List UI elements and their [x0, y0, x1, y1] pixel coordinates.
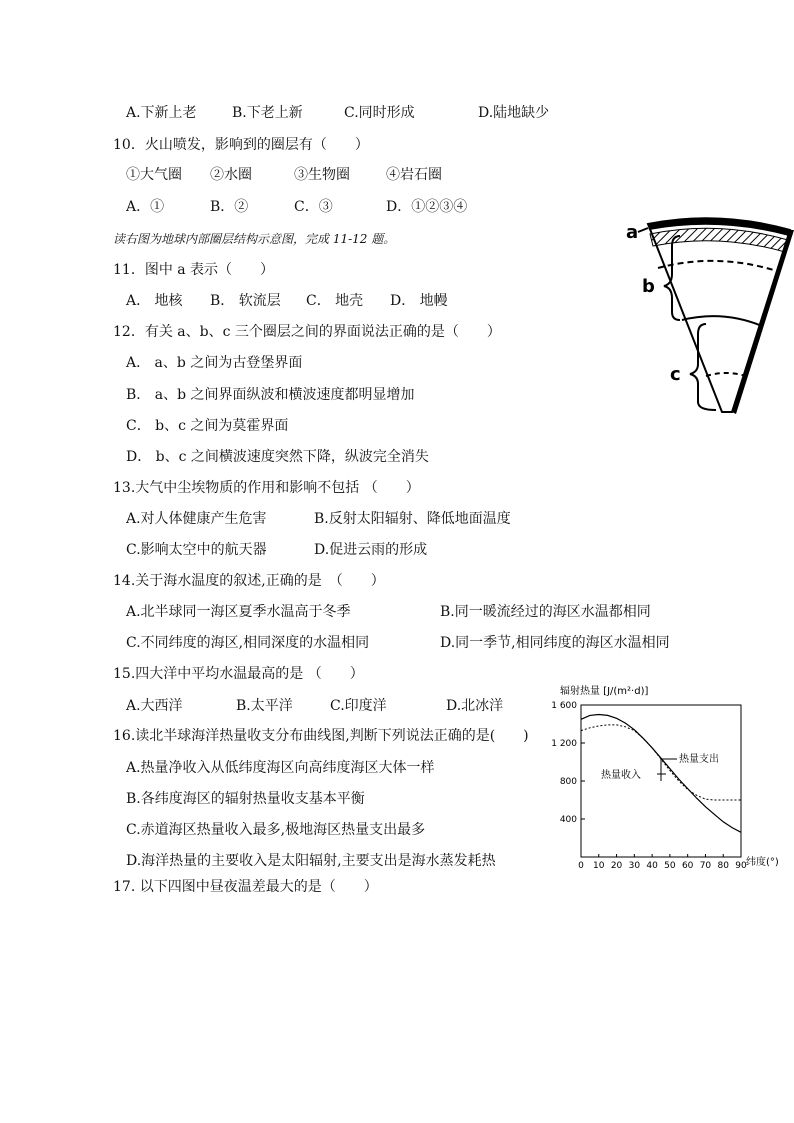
q16-option-a: A.热量净收入从低纬度海区向高纬度海区大体一样: [126, 760, 435, 776]
chart-xlabel: 纬度(°): [746, 857, 779, 868]
q13-option-a: A.对人体健康产生危害: [126, 511, 267, 527]
x-tick-label: 0: [578, 861, 584, 871]
q10-option-a: A．①: [126, 199, 165, 215]
chart-ylabel: 辐射热量 [J/(m²·d)]: [560, 686, 649, 697]
label-c: c: [670, 364, 681, 385]
q16-option-b: B.各纬度海区的辐射热量收支基本平衡: [126, 791, 365, 807]
y-tick-label: 800: [559, 777, 577, 787]
q12-stem: 12．有关 a、b、c 三个圈层之间的界面说法正确的是（ ）: [113, 324, 501, 340]
y-tick-label: 1 600: [551, 701, 577, 711]
q12-option-d: D． b、c 之间横波速度突然下降，纵波完全消失: [126, 449, 429, 465]
earth-structure-diagram: [618, 214, 794, 420]
x-tick-label: 80: [717, 861, 729, 871]
q14-option-a: A.北半球同一海区夏季水温高于冬季: [126, 604, 351, 620]
q15-option-b: B.太平洋: [236, 698, 293, 714]
q11-option-a: A． 地核: [126, 293, 183, 309]
q14-option-d: D.同一季节,相同纬度的海区水温相同: [440, 635, 670, 651]
label-a: a: [626, 222, 639, 243]
x-tick-label: 70: [699, 861, 712, 871]
q9-option-c: C.同时形成: [344, 105, 415, 121]
q12-option-a: A． a、b 之间为古登堡界面: [126, 355, 303, 371]
q10-stem: 10．火山喷发，影响到的圈层有（ ）: [113, 137, 369, 153]
ocean-heat-budget-chart: [540, 680, 794, 872]
intro-11-12: 读右图为地球内部圈层结构示意图，完成 11-12 题。: [113, 232, 396, 246]
legend-heat-income: 热量收入: [601, 770, 641, 781]
q15-option-d: D.北冰洋: [446, 698, 504, 714]
q13-option-b: B.反射太阳辐射、降低地面温度: [314, 511, 511, 527]
label-b: b: [642, 276, 655, 297]
q11-option-d: D． 地幔: [390, 293, 448, 309]
q10-option-b: B．②: [210, 199, 249, 215]
q14-stem: 14.关于海水温度的叙述,正确的是 （ ）: [113, 573, 385, 589]
x-tick-label: 10: [593, 861, 605, 871]
q10-sphere-4: ④岩石圈: [386, 167, 442, 183]
q16-option-c: C.赤道海区热量收入最多,极地海区热量支出最多: [126, 822, 426, 838]
q13-option-c: C.影响太空中的航天器: [126, 542, 267, 558]
y-tick-label: 400: [559, 815, 577, 825]
q14-option-b: B.同一暖流经过的海区水温都相同: [440, 604, 651, 620]
x-tick-label: 50: [664, 861, 676, 871]
x-tick-label: 20: [610, 861, 623, 871]
q13-stem: 13.大气中尘埃物质的作用和影响不包括 （ ）: [113, 480, 420, 496]
q12-option-b: B． a、b 之间界面纵波和横波速度都明显增加: [126, 387, 415, 403]
q9-option-b: B.下老上新: [232, 105, 303, 121]
q15-option-c: C.印度洋: [330, 698, 387, 714]
q9-option-a: A.下新上老: [126, 105, 197, 121]
q10-option-d: D．①②③④: [386, 199, 468, 215]
q15-stem: 15.四大洋中平均水温最高的是 （ ）: [113, 666, 364, 682]
y-tick-label: 1 200: [551, 739, 577, 749]
legend-heat-expense: 热量支出: [679, 754, 719, 765]
q16-stem: 16.读北半球海洋热量收支分布曲线图,判断下列说法正确的是( ): [113, 728, 529, 744]
q10-sphere-2: ②水圈: [210, 167, 252, 183]
q13-option-d: D.促进云雨的形成: [314, 542, 428, 558]
x-tick-label: 30: [628, 861, 641, 871]
x-tick-label: 90: [735, 861, 747, 871]
q10-sphere-1: ①大气圈: [126, 167, 182, 183]
q15-option-a: A.大西洋: [126, 698, 183, 714]
q11-stem: 11．图中 a 表示（ ）: [113, 262, 275, 278]
q17-stem: 17. 以下四图中昼夜温差最大的是（ ）: [113, 879, 378, 895]
q11-option-b: B． 软流层: [210, 293, 281, 309]
q11-option-c: C． 地壳: [306, 293, 364, 309]
q9-option-d: D.陆地缺少: [478, 105, 550, 121]
x-tick-label: 60: [681, 861, 694, 871]
x-tick-label: 40: [646, 861, 658, 871]
q16-option-d: D.海洋热量的主要收入是太阳辐射,主要支出是海水蒸发耗热: [126, 853, 496, 869]
q12-option-c: C． b、c 之间为莫霍界面: [126, 418, 289, 434]
q14-option-c: C.不同纬度的海区,相同深度的水温相同: [126, 635, 370, 651]
q10-sphere-3: ③生物圈: [294, 167, 350, 183]
q10-option-c: C．③: [294, 199, 333, 215]
